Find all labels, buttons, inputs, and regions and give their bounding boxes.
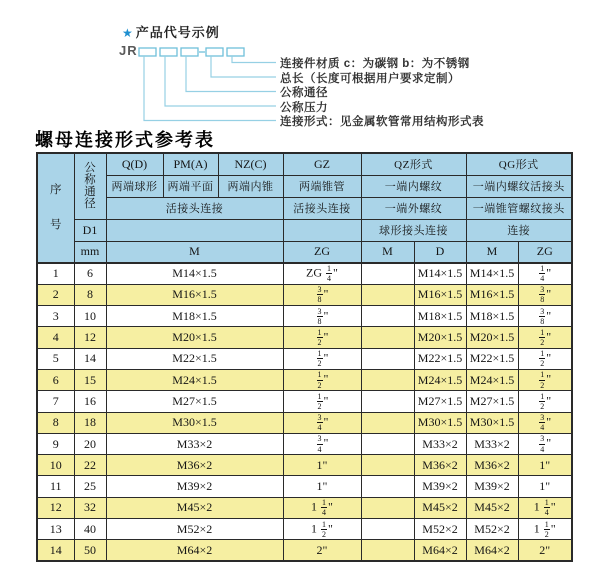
cell-qz-m <box>361 306 414 327</box>
header-gz-desc: 两端锥管 <box>283 175 361 197</box>
cell-qz-m <box>361 263 414 284</box>
cell-m: M20×1.5 <box>106 327 283 348</box>
cell-gz: $\frac{1}{2}$ " <box>283 391 361 412</box>
header-qz-m: M <box>361 241 414 263</box>
fraction: $\frac{1}{2}$ <box>540 370 545 390</box>
cell-qg-zg: 1" <box>518 476 572 497</box>
cell-qg-m: M33×2 <box>466 433 518 454</box>
header-col-qz: QZ形式 <box>361 153 466 175</box>
cell-gz: $\frac{3}{8}$ " <box>283 306 361 327</box>
code-label-3: 公称通径 <box>280 87 328 100</box>
fraction: $\frac{3}{4}$ <box>540 434 545 454</box>
cell-qz-m <box>361 284 414 305</box>
fraction: $\frac{1}{2}$ <box>317 391 322 411</box>
header-gz-conn: 活接头连接 <box>283 197 361 219</box>
cell-qz-d: M24×1.5 <box>414 369 466 390</box>
cell-qz-d: M20×1.5 <box>414 327 466 348</box>
cell-qg-zg: $\frac{3}{8}$ " <box>518 284 572 305</box>
fraction: $\frac{1}{2}$ <box>544 519 549 539</box>
header-empty-qpmnz <box>106 219 283 241</box>
cell-qz-m <box>361 369 414 390</box>
cell-dn-mm: 20 <box>74 433 106 454</box>
fraction: $\frac{1}{2}$ <box>317 327 322 348</box>
cell-dn-mm: 22 <box>74 455 106 476</box>
header-d1: D1 <box>74 219 106 241</box>
table-row <box>37 540 572 561</box>
header-col-q: Q(D) <box>106 153 163 175</box>
table-row <box>37 391 572 412</box>
header-qz-ball-conn: 球形接头连接 <box>361 219 466 241</box>
cell-m: M30×1.5 <box>106 412 283 433</box>
cell-qg-m: M20×1.5 <box>466 327 518 348</box>
table-row <box>37 497 572 518</box>
cell-qz-d: M36×2 <box>414 455 466 476</box>
cell-qz-m <box>361 433 414 454</box>
cell-m: M52×2 <box>106 519 283 540</box>
header-col-gz: GZ <box>283 153 361 175</box>
code-label-2: 总长（长度可根据用户要求定制） <box>280 72 460 85</box>
header-m: M <box>106 241 283 263</box>
product-code-title-text: 产品代号示例 <box>135 25 220 40</box>
cell-dn-mm: 6 <box>74 263 106 284</box>
table-row <box>37 412 572 433</box>
fraction: $\frac{1}{4}$ <box>322 498 327 518</box>
header-qg-conn2: 连接 <box>466 219 572 241</box>
connector-line-diameter <box>186 56 276 92</box>
cell-qg-m: M30×1.5 <box>466 412 518 433</box>
cell-qz-d: M30×1.5 <box>414 412 466 433</box>
cell-qg-zg: 1" <box>518 455 572 476</box>
cell-dn-mm: 15 <box>74 369 106 390</box>
fraction: $\frac{1}{2}$ <box>540 327 545 348</box>
fraction: $\frac{1}{4}$ <box>540 264 545 284</box>
header-col-qg: QG形式 <box>466 153 572 175</box>
code-box-3 <box>181 48 198 56</box>
product-code-prefix: JR <box>119 43 138 58</box>
header-qpmnz-conn: 活接头连接 <box>106 197 283 219</box>
cell-gz: $\frac{3}{8}$ " <box>283 284 361 305</box>
table-row <box>37 263 572 284</box>
cell-m: M36×2 <box>106 455 283 476</box>
connector-line-pressure <box>165 56 276 106</box>
cell-qg-m: M18×1.5 <box>466 306 518 327</box>
header-zg: ZG <box>283 241 361 263</box>
header-qg-conn: 一端锥管螺纹接头 <box>466 197 572 219</box>
header-col-nz: NZ(C) <box>218 153 283 175</box>
cell-seq: 12 <box>37 497 74 518</box>
fraction: $\frac{1}{4}$ <box>327 264 332 284</box>
cell-qz-d: M22×1.5 <box>414 348 466 369</box>
connector-line-length <box>211 56 276 77</box>
cell-qz-m <box>361 455 414 476</box>
cell-gz: 1" <box>283 476 361 497</box>
cell-qg-zg: $\frac{3}{4}$ " <box>518 412 572 433</box>
cell-seq: 13 <box>37 519 74 540</box>
cell-qz-m <box>361 519 414 540</box>
cell-seq: 5 <box>37 348 74 369</box>
cell-dn-mm: 8 <box>74 284 106 305</box>
cell-qg-zg: $\frac{1}{2}$ " <box>518 369 572 390</box>
header-pm-desc: 两端平面 <box>163 175 218 197</box>
cell-dn-mm: 40 <box>74 519 106 540</box>
cell-qz-d: M33×2 <box>414 433 466 454</box>
cell-qg-m: M45×2 <box>466 497 518 518</box>
cell-qg-m: M27×1.5 <box>466 391 518 412</box>
cell-qz-d: M27×1.5 <box>414 391 466 412</box>
cell-qg-zg: $\frac{1}{2}$ " <box>518 327 572 348</box>
cell-gz: 1 $\frac{1}{2}$ " <box>283 519 361 540</box>
cell-dn-mm: 50 <box>74 540 106 561</box>
cell-seq: 1 <box>37 263 74 284</box>
cell-gz: $\frac{1}{2}$ " <box>283 369 361 390</box>
cell-seq: 9 <box>37 433 74 454</box>
cell-qg-zg: $\frac{1}{2}$ " <box>518 348 572 369</box>
cell-qg-m: M14×1.5 <box>466 263 518 284</box>
header-empty-gz <box>283 219 361 241</box>
header-qz-desc: 一端内螺纹 <box>361 175 466 197</box>
connector-line-form <box>144 56 276 121</box>
cell-gz: $\frac{1}{2}$ " <box>283 327 361 348</box>
cell-qz-d: M64×2 <box>414 540 466 561</box>
header-qz-d: D <box>414 241 466 263</box>
cell-gz: 1" <box>283 455 361 476</box>
connector-line-material <box>232 56 276 63</box>
cell-seq: 6 <box>37 369 74 390</box>
fraction: $\frac{3}{4}$ <box>540 413 545 433</box>
cell-qz-m <box>361 476 414 497</box>
cell-m: M14×1.5 <box>106 263 283 284</box>
code-label-1: 连接件材质 c：为碳钢 b：为不锈钢 <box>280 58 470 70</box>
cell-qz-d: M52×2 <box>414 519 466 540</box>
fraction: $\frac{3}{8}$ <box>317 285 322 305</box>
fraction: $\frac{1}{2}$ <box>322 519 327 539</box>
cell-qz-m <box>361 497 414 518</box>
header-qg-desc: 一端内螺纹活接头 <box>466 175 572 197</box>
star-icon: ★ <box>122 26 134 40</box>
product-code-title <box>122 22 220 41</box>
table-row <box>37 369 572 390</box>
cell-seq: 10 <box>37 455 74 476</box>
cell-m: M22×1.5 <box>106 348 283 369</box>
cell-m: M18×1.5 <box>106 306 283 327</box>
cell-gz: ZG $\frac{1}{4}$ " <box>283 263 361 284</box>
cell-m: M39×2 <box>106 476 283 497</box>
header-nz-desc: 两端内锥 <box>218 175 283 197</box>
cell-seq: 7 <box>37 391 74 412</box>
cell-dn-mm: 16 <box>74 391 106 412</box>
fraction: $\frac{1}{2}$ <box>317 349 322 369</box>
cell-qg-zg: 2" <box>518 540 572 561</box>
fraction: $\frac{3}{8}$ <box>317 306 322 326</box>
code-label-4: 公称压力 <box>280 101 328 114</box>
code-label-5: 连接形式：见金属软管常用结构形式表 <box>280 116 484 129</box>
cell-qg-zg: $\frac{3}{4}$ " <box>518 433 572 454</box>
cell-m: M45×2 <box>106 497 283 518</box>
cell-qz-m <box>361 348 414 369</box>
cell-seq: 14 <box>37 540 74 561</box>
cell-qz-m <box>361 412 414 433</box>
header-seq: 序 号 <box>37 153 74 263</box>
cell-qg-m: M39×2 <box>466 476 518 497</box>
cell-qz-d: M39×2 <box>414 476 466 497</box>
header-col-pm: PM(A) <box>163 153 218 175</box>
table-row <box>37 327 572 348</box>
cell-dn-mm: 12 <box>74 327 106 348</box>
cell-seq: 4 <box>37 327 74 348</box>
table-row <box>37 455 572 476</box>
cell-seq: 2 <box>37 284 74 305</box>
table-row <box>37 476 572 497</box>
table-body <box>37 263 572 561</box>
cell-qg-zg: $\frac{1}{4}$ " <box>518 263 572 284</box>
header-qz-conn: 一端外螺纹 <box>361 197 466 219</box>
fraction: $\frac{3}{8}$ <box>540 285 545 305</box>
cell-dn-mm: 32 <box>74 497 106 518</box>
cell-dn-mm: 14 <box>74 348 106 369</box>
code-box-1 <box>139 48 156 56</box>
fraction: $\frac{1}{2}$ <box>540 391 545 411</box>
table-row <box>37 306 572 327</box>
cell-qg-m: M16×1.5 <box>466 284 518 305</box>
cell-seq: 8 <box>37 412 74 433</box>
cell-dn-mm: 25 <box>74 476 106 497</box>
code-box-4 <box>206 48 223 56</box>
header-mm: mm <box>74 241 106 263</box>
fraction: $\frac{3}{8}$ <box>540 306 545 326</box>
fraction: $\frac{1}{4}$ <box>544 498 549 518</box>
cell-qg-m: M64×2 <box>466 540 518 561</box>
code-box-2 <box>160 48 177 56</box>
cell-gz: 2" <box>283 540 361 561</box>
cell-qg-m: M36×2 <box>466 455 518 476</box>
cell-m: M24×1.5 <box>106 369 283 390</box>
cell-qg-zg: $\frac{3}{8}$ " <box>518 306 572 327</box>
cell-gz: 1 $\frac{1}{4}$ " <box>283 497 361 518</box>
cell-qg-m: M52×2 <box>466 519 518 540</box>
cell-gz: $\frac{3}{4}$ " <box>283 433 361 454</box>
cell-m: M64×2 <box>106 540 283 561</box>
table-row <box>37 519 572 540</box>
header-nominal-diameter: 公 称 通 径 <box>74 153 106 219</box>
header-q-desc: 两端球形 <box>106 175 163 197</box>
cell-qz-m <box>361 327 414 348</box>
table-row <box>37 284 572 305</box>
cell-m: M33×2 <box>106 433 283 454</box>
cell-m: M27×1.5 <box>106 391 283 412</box>
code-box-5 <box>227 48 244 56</box>
fraction: $\frac{3}{4}$ <box>317 413 322 433</box>
cell-qz-d: M45×2 <box>414 497 466 518</box>
cell-qg-m: M24×1.5 <box>466 369 518 390</box>
table-title: 螺母连接形式参考表 <box>35 130 215 150</box>
cell-qg-m: M22×1.5 <box>466 348 518 369</box>
table-row <box>37 433 572 454</box>
header-qg-m: M <box>466 241 518 263</box>
cell-qz-m <box>361 391 414 412</box>
cell-qg-zg: 1 $\frac{1}{2}$ " <box>518 519 572 540</box>
cell-dn-mm: 18 <box>74 412 106 433</box>
cell-m: M16×1.5 <box>106 284 283 305</box>
table-header <box>37 153 572 263</box>
cell-seq: 11 <box>37 476 74 497</box>
cell-qz-d: M18×1.5 <box>414 306 466 327</box>
cell-qz-d: M16×1.5 <box>414 284 466 305</box>
cell-qg-zg: 1 $\frac{1}{4}$ " <box>518 497 572 518</box>
cell-gz: $\frac{1}{2}$ " <box>283 348 361 369</box>
cell-qz-d: M14×1.5 <box>414 263 466 284</box>
table-row <box>37 348 572 369</box>
nut-connection-table <box>36 152 573 562</box>
cell-qg-zg: $\frac{1}{2}$ " <box>518 391 572 412</box>
cell-seq: 3 <box>37 306 74 327</box>
fraction: $\frac{1}{2}$ <box>540 349 545 369</box>
fraction: $\frac{1}{2}$ <box>317 370 322 390</box>
cell-dn-mm: 10 <box>74 306 106 327</box>
header-qg-zg: ZG <box>518 241 572 263</box>
cell-gz: $\frac{3}{4}$ " <box>283 412 361 433</box>
fraction: $\frac{3}{4}$ <box>317 434 322 454</box>
cell-qz-m <box>361 540 414 561</box>
